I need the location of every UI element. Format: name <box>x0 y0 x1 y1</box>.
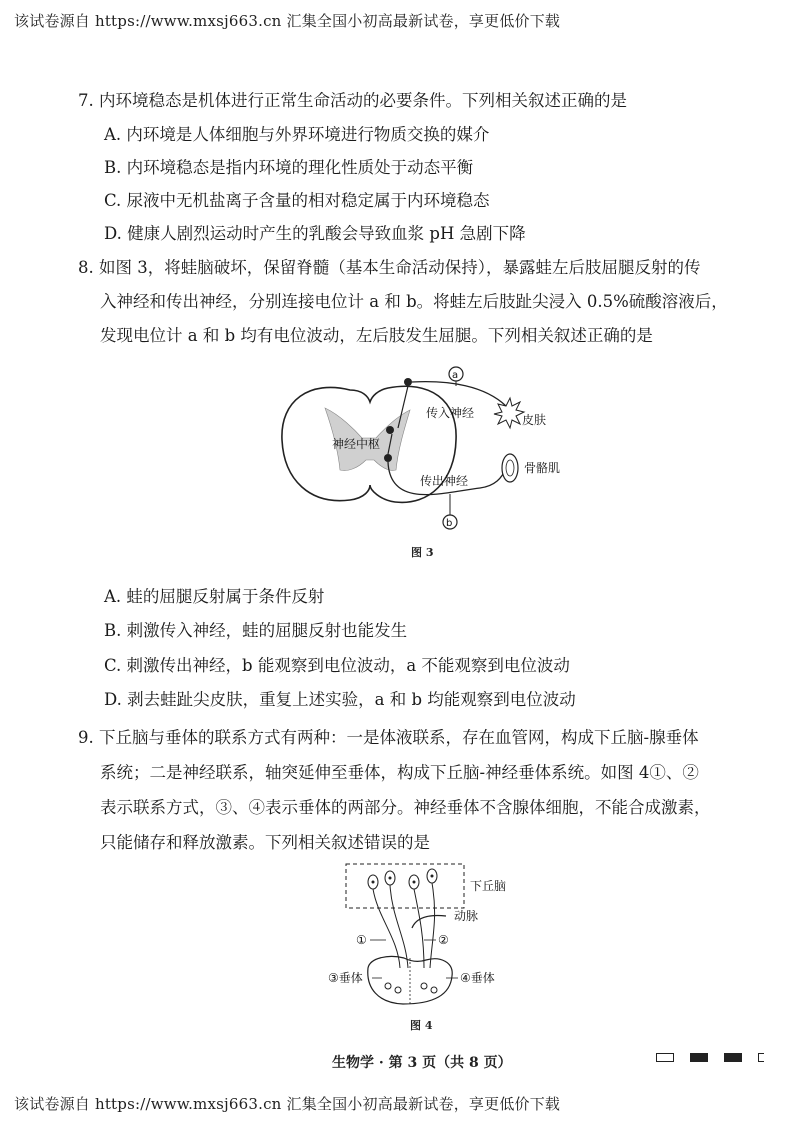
q8-option-b: B. 刺激传入神经，蛙的屈腿反射也能发生 <box>104 621 408 640</box>
label-meter-b: b <box>446 518 453 529</box>
scan-mark-partial <box>758 1053 764 1062</box>
q7-option-b: B. 内环境稳态是指内环境的理化性质处于动态平衡 <box>104 158 474 177</box>
label-efferent-nerve: 传出神经 <box>420 474 469 488</box>
label-nerve-center: 神经中枢 <box>332 437 381 451</box>
question-9-stem-line-1: 9. 下丘脑与垂体的联系方式有两种：一是体液联系，存在血管网，构成下丘脑-腺垂体 <box>78 728 699 747</box>
label-skin: 皮肤 <box>522 413 547 427</box>
label-path-2: ② <box>438 933 449 947</box>
question-9-stem-line-2: 系统；二是神经联系，轴突延伸至垂体，构成下丘脑-神经垂体系统。如图 4①、② <box>100 763 699 782</box>
q8-option-c: C. 刺激传出神经，b 能观察到电位波动，a 不能观察到电位波动 <box>104 656 570 675</box>
figure-4-caption: 图 4 <box>410 1019 433 1032</box>
skin-receptor <box>494 398 524 428</box>
label-hypothalamus: 下丘脑 <box>470 879 507 893</box>
q7-option-c: C. 尿液中无机盐离子含量的相对稳定属于内环境稳态 <box>104 191 490 210</box>
figure-3-reflex-arc <box>270 360 590 540</box>
figure-4-hypothalamus-pituitary <box>328 858 528 1018</box>
figure-3-caption: 图 3 <box>411 546 434 559</box>
label-path-1: ① <box>356 933 367 947</box>
label-afferent-nerve: 传入神经 <box>426 406 475 420</box>
q7-option-d: D. 健康人剧烈运动时产生的乳酸会导致血浆 pH 急剧下降 <box>104 224 526 243</box>
scan-mark-solid <box>690 1053 708 1062</box>
sensory-neuron-body <box>404 378 412 386</box>
question-9-stem-line-3: 表示联系方式，③、④表示垂体的两部分。神经垂体不含腺体细胞，不能合成激素， <box>100 798 711 817</box>
question-8-stem-line-2: 入神经和传出神经，分别连接电位计 a 和 b。将蛙左后肢趾尖浸入 0.5%硫酸溶液后， <box>100 292 728 311</box>
q7-option-a: A. 内环境是人体细胞与外界环境进行物质交换的媒介 <box>104 125 490 144</box>
label-pituitary-3: ③垂体 <box>328 971 363 985</box>
skeletal-muscle <box>502 454 518 482</box>
scan-mark-solid <box>724 1053 742 1062</box>
q8-option-a: A. 蛙的屈腿反射属于条件反射 <box>104 587 325 606</box>
question-8-stem-line-3: 发现电位计 a 和 b 均有电位波动，左后肢发生屈腿。下列相关叙述正确的是 <box>100 326 653 345</box>
question-9-stem-line-4: 只能储存和释放激素。下列相关叙述错误的是 <box>100 833 430 852</box>
page-footer: 生物学 · 第 3 页（共 8 页） <box>332 1055 512 1071</box>
label-skeletal-muscle: 骨骼肌 <box>524 461 561 475</box>
scan-marks <box>656 1053 764 1062</box>
watermark-bottom: 该试卷源自 https://www.mxsj663.cn 汇集全国小初高最新试卷，享更低价下载 <box>14 1095 561 1113</box>
q8-option-d: D. 剥去蛙趾尖皮肤，重复上述实验，a 和 b 均能观察到电位波动 <box>104 690 576 709</box>
watermark-top: 该试卷源自 https://www.mxsj663.cn 汇集全国小初高最新试卷，享更低价下载 <box>14 12 561 30</box>
label-pituitary-4: ④垂体 <box>460 971 495 985</box>
question-8-stem-line-1: 8. 如图 3，将蛙脑破坏，保留脊髓（基本生命活动保持），暴露蛙左后肢屈腿反射的传 <box>78 258 701 277</box>
scan-mark-open <box>656 1053 674 1062</box>
hypothalamus-box <box>346 864 464 908</box>
label-artery: 动脉 <box>454 909 479 923</box>
motor-neuron-body <box>384 454 392 462</box>
interneuron-body <box>386 426 394 434</box>
label-meter-a: a <box>452 370 459 381</box>
question-7-stem: 7. 内环境稳态是机体进行正常生命活动的必要条件。下列相关叙述正确的是 <box>78 91 627 110</box>
